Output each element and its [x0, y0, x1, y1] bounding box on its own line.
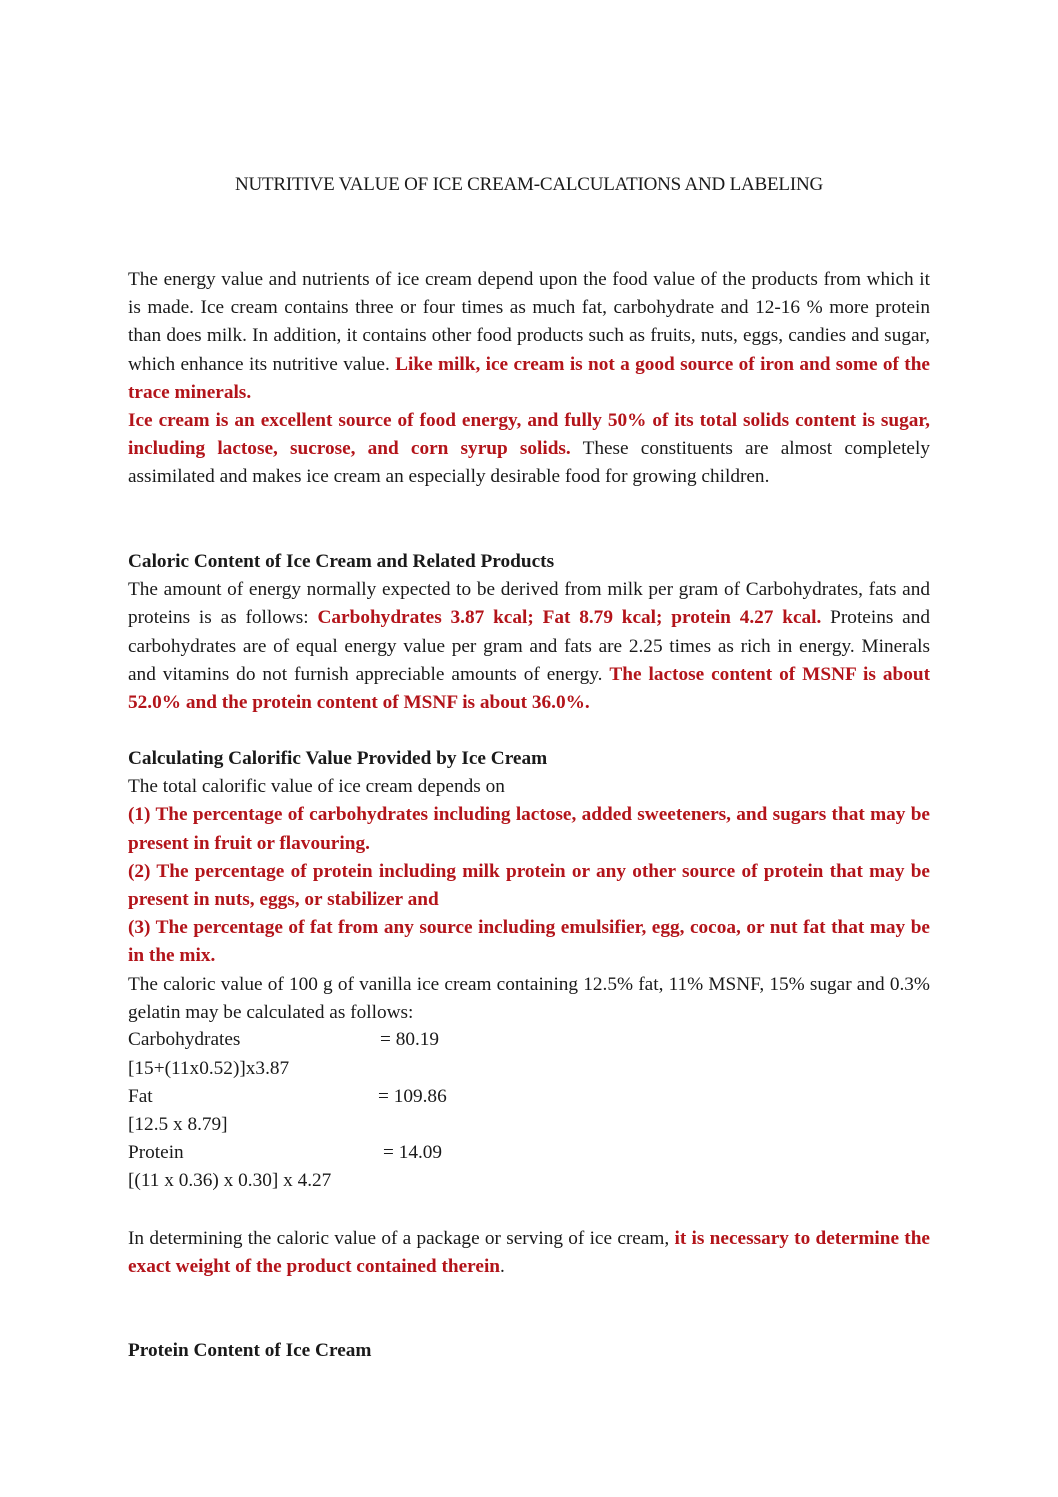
- calorific-item-1: (1) The percentage of carbohydrates including lactose, added sweeteners, and sugars that may be present in fruit or flavouring.: [128, 804, 930, 854]
- calc-formula-carbohydrates: [15+(11x0.52)]x3.87: [128, 1058, 290, 1079]
- caloric-energy-values: Carbohydrates 3.87 kcal; Fat 8.79 kcal; protein 4.27 kcal.: [317, 607, 822, 629]
- calorific-intro: The total calorific value of ice cream depends on: [128, 776, 505, 798]
- caloric-msnf-content: The lactose content of MSNF is about 52.0% and the protein content of MSNF is about 36.0%.: [128, 663, 930, 714]
- calc-label-fat: Fat: [128, 1086, 153, 1107]
- calc-value-carbohydrates: = 80.19: [380, 1029, 440, 1050]
- caloric-text-2: Proteins and carbohydrates are of equal energy value per gram and fats are 2.25 times as rich in energy. Minerals and vitamins do not furnish appreciable amounts of energy.: [128, 607, 931, 685]
- calc-value-protein: = 14.09: [383, 1142, 443, 1163]
- calorific-item-3: (3) The percentage of fat from any source including emulsifier, egg, cocoa, or nut fat that may be in the mix.: [128, 917, 930, 967]
- intro-paragraph: [128, 266, 930, 492]
- document-page: [128, 0, 930, 1497]
- calc-formula-protein: [(11 x 0.36) x 0.30] x 4.27: [128, 1170, 332, 1191]
- caloric-text: The amount of energy normally expected to be derived from milk per gram of Carbohydrates, fats and proteins is as follows:: [128, 579, 930, 629]
- calorific-item-2: (2) The percentage of protein including milk protein or any other source of protein that may be present in nuts, eggs, or stabilizer and: [128, 860, 930, 911]
- calorific-heading: Calculating Calorific Value Provided by Ice Cream: [128, 748, 548, 769]
- calorific-example: The caloric value of 100 g of vanilla ice cream containing 12.5% fat, 11% MSNF, 15% sugar and 0.3% gelatin may be calculated as follows:: [128, 973, 930, 1023]
- protein-heading: Protein Content of Ice Cream: [128, 1340, 372, 1361]
- serving-paragraph: [128, 1225, 930, 1281]
- caloric-heading: Caloric Content of Ice Cream and Related Products: [128, 551, 555, 572]
- page-title: NUTRITIVE VALUE OF ICE CREAM-CALCULATIONS AND LABELING: [234, 174, 824, 195]
- calc-formula-fat: [12.5 x 8.79]: [128, 1114, 228, 1135]
- serving-highlight: it is necessary to determine the exact weight of the product contained therein: [128, 1228, 930, 1278]
- calc-label-carbohydrates: Carbohydrates: [128, 1029, 241, 1050]
- caloric-section: [128, 548, 930, 717]
- intro-text-assimilated: These constituents are almost completely assimilated and makes ice cream an especially desirable food for growing children.: [128, 438, 930, 488]
- serving-text: In determining the caloric value of a package or serving of ice cream,: [128, 1228, 675, 1249]
- intro-highlight-iron: Like milk, ice cream is not a good source of iron and some of the trace minerals.: [128, 353, 930, 403]
- calc-value-fat: = 109.86: [378, 1086, 447, 1107]
- serving-end: .: [500, 1256, 505, 1278]
- calc-label-protein: Protein: [128, 1142, 184, 1163]
- intro-highlight-energy: Ice cream is an excellent source of food energy, and fully 50% of its total solids content is sugar, including lactose, sucrose, and corn syrup solids.: [128, 410, 930, 460]
- intro-text: The energy value and nutrients of ice cream depend upon the food value of the products from which it is made. Ice cream contains three or four times as much fat, carbohydrate and 12-16 % more protein than does milk. In addition, it contains other food products such as fruits, nuts, eggs, candies and sugar, which enhance its nutritive value.: [128, 269, 930, 375]
- calorific-section: [128, 745, 930, 1027]
